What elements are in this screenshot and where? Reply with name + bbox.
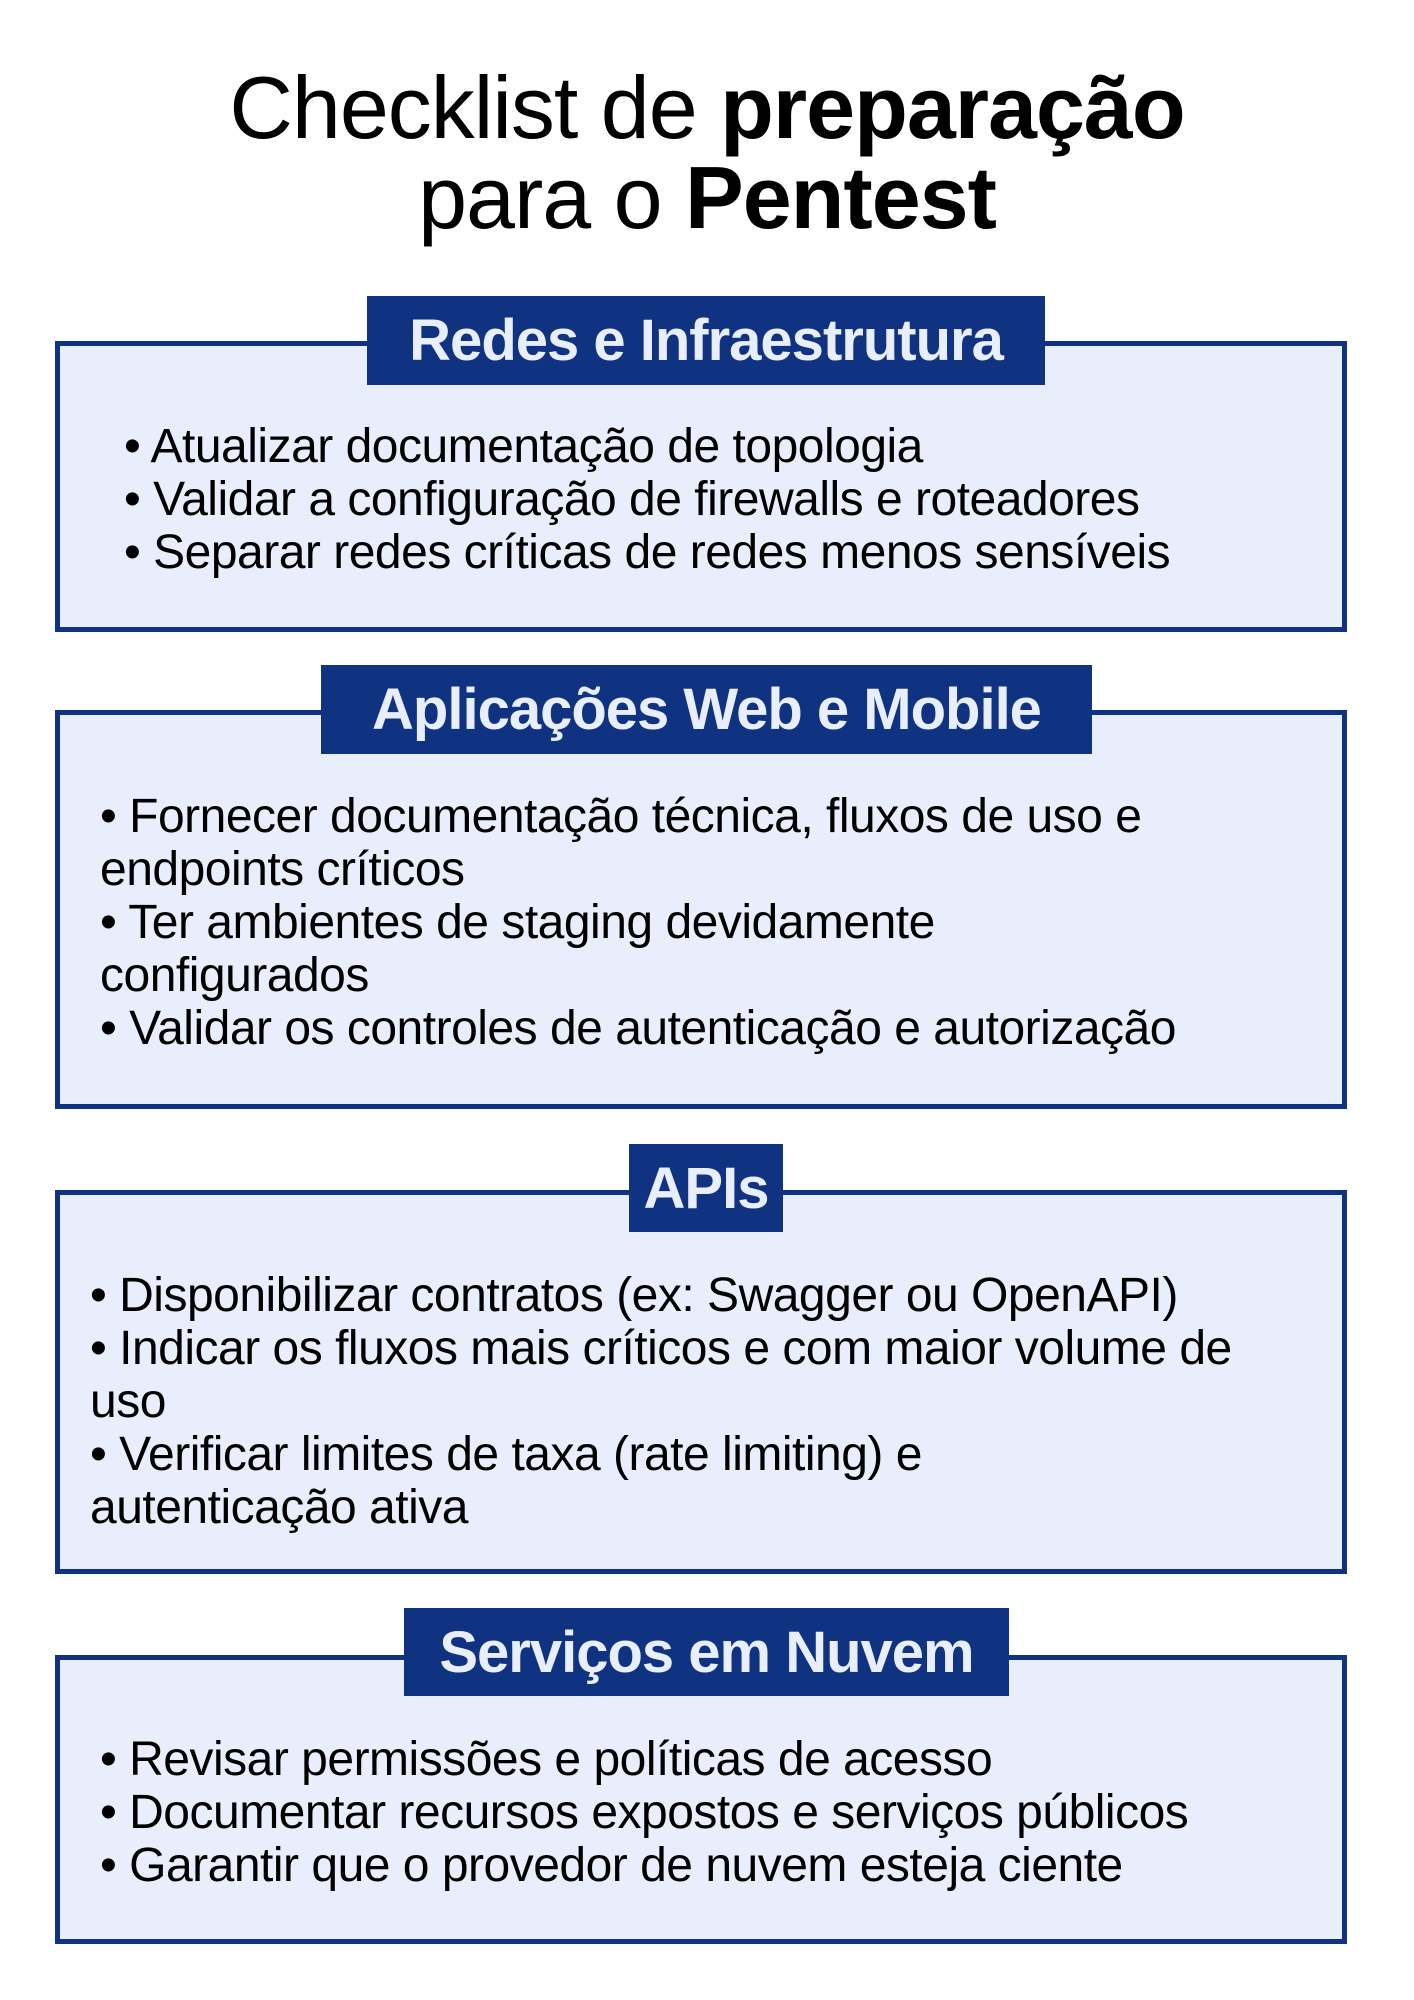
list-item: • Verificar limites de taxa (rate limiting) e autenticação ativa bbox=[90, 1428, 1070, 1534]
title-line1-light: Checklist de bbox=[229, 58, 721, 157]
section-list-web-mobile bbox=[100, 790, 1330, 1055]
list-item: • Garantir que o provedor de nuvem esteja ciente bbox=[100, 1839, 1330, 1892]
page-title bbox=[0, 58, 1414, 157]
list-item: • Disponibilizar contratos (ex: Swagger ou OpenAPI) bbox=[90, 1269, 1310, 1322]
section-list-apis bbox=[90, 1269, 1310, 1534]
list-item: • Validar os controles de autenticação e autorização bbox=[100, 1002, 1330, 1055]
title-line2-bold: Pentest bbox=[685, 148, 996, 247]
section-list-nuvem bbox=[100, 1733, 1330, 1892]
section-label-redes: Redes e Infraestrutura bbox=[367, 296, 1045, 385]
list-item: • Documentar recursos expostos e serviços públicos bbox=[100, 1786, 1330, 1839]
list-item: • Validar a configuração de firewalls e roteadores bbox=[124, 473, 1324, 526]
title-line1-bold: preparação bbox=[720, 58, 1185, 157]
list-item: • Ter ambientes de staging devidamente configurados bbox=[100, 896, 1100, 1002]
title-line2-light: para o bbox=[418, 148, 686, 247]
section-label-nuvem: Serviços em Nuvem bbox=[404, 1608, 1009, 1696]
page-title-line2 bbox=[0, 148, 1414, 247]
list-item: • Indicar os fluxos mais críticos e com maior volume de uso bbox=[90, 1322, 1310, 1428]
section-label-web-mobile: Aplicações Web e Mobile bbox=[321, 665, 1092, 754]
section-list-redes bbox=[124, 420, 1324, 579]
list-item: • Fornecer documentação técnica, fluxos de uso e endpoints críticos bbox=[100, 790, 1330, 896]
section-label-apis: APIs bbox=[629, 1144, 783, 1232]
list-item: • Separar redes críticas de redes menos sensíveis bbox=[124, 526, 1324, 579]
list-item: • Revisar permissões e políticas de acesso bbox=[100, 1733, 1330, 1786]
list-item: • Atualizar documentação de topologia bbox=[124, 420, 1324, 473]
